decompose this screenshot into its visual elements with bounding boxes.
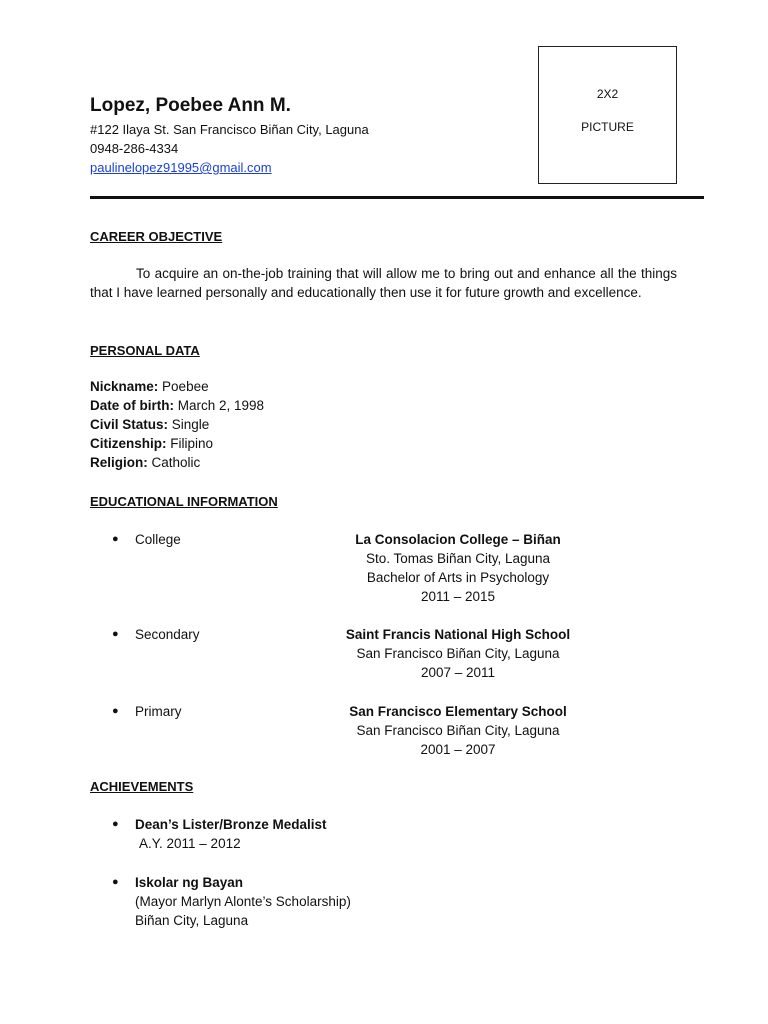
resume-name: Lopez, Poebee Ann M. (90, 95, 291, 116)
achievement-detail: A.Y. 2011 – 2012 (139, 836, 241, 851)
field-label: Civil Status: (90, 417, 169, 432)
achievement-item (135, 873, 351, 930)
school-address: San Francisco Biñan City, Laguna (356, 646, 560, 661)
school-years: 2007 – 2011 (420, 665, 496, 680)
school-name: San Francisco Elementary School (349, 704, 567, 719)
career-objective-body: To acquire an on-the-job training that will allow me to bring out and enhance all the things that I have learned personally and educationally then use it for future growth and excellence. (90, 266, 677, 300)
school-address: Sto. Tomas Biñan City, Laguna (365, 551, 551, 566)
personal-data-row (90, 379, 209, 394)
bullet-icon: ● (112, 876, 119, 888)
degree: Bachelor of Arts in Psychology (366, 570, 550, 585)
education-level: College (135, 532, 181, 547)
phone-number: 0948-286-4334 (90, 141, 179, 156)
achievement-location: Biñan City, Laguna (135, 913, 249, 928)
field-label: Nickname: (90, 379, 159, 394)
career-objective-heading: CAREER OBJECTIVE (90, 229, 223, 244)
bullet-icon: ● (112, 533, 119, 545)
education-entry-college (300, 530, 616, 606)
school-years: 2011 – 2015 (420, 589, 496, 604)
personal-data-row (90, 417, 209, 432)
field-label: Citizenship: (90, 436, 167, 451)
field-value: March 2, 1998 (177, 398, 265, 413)
field-value: Filipino (170, 436, 214, 451)
achievements-heading: ACHIEVEMENTS (90, 779, 194, 794)
field-label: Date of birth: (90, 398, 174, 413)
education-entry-secondary (300, 625, 616, 682)
school-years: 2001 – 2007 (420, 742, 496, 757)
bullet-icon: ● (112, 628, 119, 640)
achievement-title: Dean’s Lister/Bronze Medalist (135, 817, 327, 832)
achievement-title: Iskolar ng Bayan (135, 875, 244, 890)
photo-size-label: 2X2 (596, 87, 619, 101)
personal-data-heading: PERSONAL DATA (90, 343, 200, 358)
photo-placeholder-box (538, 46, 677, 184)
field-label: Religion: (90, 455, 148, 470)
education-level: Primary (135, 704, 182, 719)
address: #122 Ilaya St. San Francisco Biñan City, Laguna (90, 122, 369, 137)
personal-data-row (90, 398, 264, 413)
education-entry-primary (300, 702, 616, 759)
school-name: Saint Francis National High School (345, 627, 571, 642)
school-address: San Francisco Biñan City, Laguna (356, 723, 560, 738)
education-level: Secondary (135, 627, 200, 642)
field-value: Single (171, 417, 210, 432)
bullet-icon: ● (112, 818, 119, 830)
photo-picture-label: PICTURE (581, 120, 634, 134)
career-objective-text (90, 264, 677, 302)
education-heading: EDUCATIONAL INFORMATION (90, 494, 278, 509)
email-link[interactable]: paulinelopez91995@gmail.com (90, 160, 272, 175)
personal-data-row (90, 436, 213, 451)
header-divider (90, 196, 704, 199)
field-value: Poebee (162, 379, 209, 394)
personal-data-row (90, 455, 200, 470)
field-value: Catholic (151, 455, 201, 470)
school-name: La Consolacion College – Biñan (355, 532, 561, 547)
achievement-detail: (Mayor Marlyn Alonte’s Scholarship) (135, 894, 351, 909)
achievement-item (135, 815, 327, 853)
bullet-icon: ● (112, 705, 119, 717)
